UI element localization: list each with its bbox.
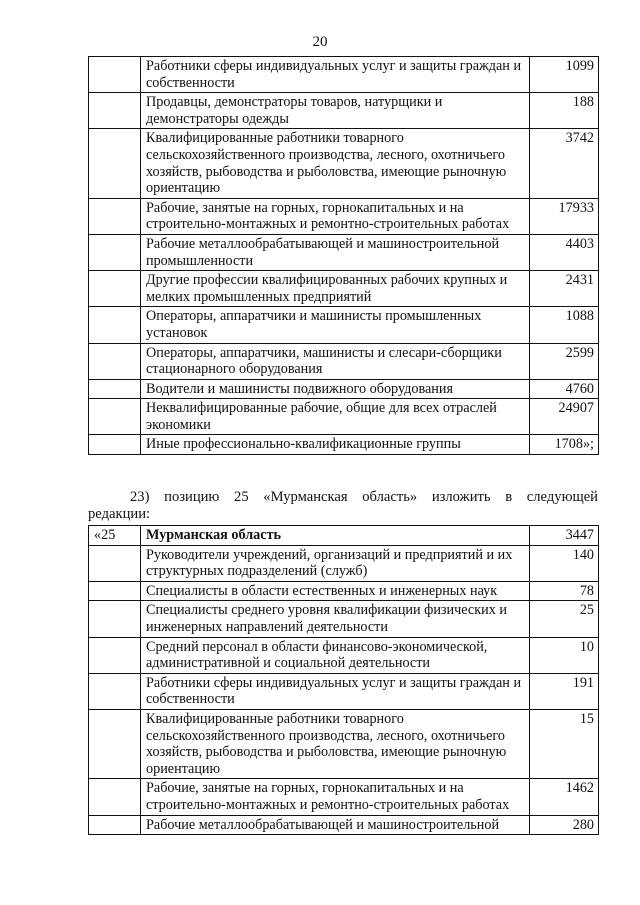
row-name-cell: Работники сферы индивидуальных услуг и защиты граждан и собственности <box>141 673 530 709</box>
row-code-cell <box>89 271 141 307</box>
table-row <box>89 198 599 234</box>
row-name-cell: Квалифицированные работники товарного сельскохозяйственного производства, лесного, охотничьего хозяйств, рыбоводства и рыболовства, имеющие рыночную ориентацию <box>141 129 530 198</box>
row-name-cell: Неквалифицированные рабочие, общие для всех отраслей экономики <box>141 399 530 435</box>
page-number: 20 <box>312 34 328 50</box>
table-row <box>89 307 599 343</box>
row-value-cell: 17933 <box>530 198 599 234</box>
row-value-cell: 3742 <box>530 129 599 198</box>
row-value-cell: 3447 <box>530 526 599 546</box>
row-name-cell: Рабочие металлообрабатывающей и машиностроительной <box>141 815 530 835</box>
table-row <box>89 343 599 379</box>
table-row <box>89 271 599 307</box>
murmansk-region-table <box>88 525 599 835</box>
table-row <box>89 234 599 270</box>
row-value-cell: 1099 <box>530 57 599 93</box>
row-name-cell: Руководители учреждений, организаций и предприятий и их структурных подразделений (служб) <box>141 545 530 581</box>
row-value-cell: 1708»; <box>530 435 599 455</box>
row-code-cell <box>89 637 141 673</box>
row-value-cell: 10 <box>530 637 599 673</box>
table-row <box>89 637 599 673</box>
row-code-cell <box>89 709 141 778</box>
table-row <box>89 399 599 435</box>
row-name-cell: Продавцы, демонстраторы товаров, натурщики и демонстраторы одежды <box>141 93 530 129</box>
row-name-cell: Квалифицированные работники товарного сельскохозяйственного производства, лесного, охотничьего хозяйств, рыбоводства и рыболовства, имеющие рыночную ориентацию <box>141 709 530 778</box>
table-row <box>89 93 599 129</box>
instruction-line-1: 23) позицию 25 «Мурманская область» изложить в следующей <box>130 489 598 505</box>
row-code-cell <box>89 57 141 93</box>
row-value-cell: 15 <box>530 709 599 778</box>
row-name-cell: Операторы, аппаратчики и машинисты промышленных установок <box>141 307 530 343</box>
row-code-cell <box>89 198 141 234</box>
row-value-cell: 4760 <box>530 379 599 399</box>
table-row <box>89 815 599 835</box>
table-row <box>89 673 599 709</box>
table-row <box>89 545 599 581</box>
row-code-cell <box>89 601 141 637</box>
row-value-cell: 24907 <box>530 399 599 435</box>
row-name-cell: Специалисты в области естественных и инженерных наук <box>141 581 530 601</box>
table-row <box>89 779 599 815</box>
row-name-cell: Рабочие, занятые на горных, горнокапитальных и на строительно-монтажных и ремонтно-строительных работах <box>141 779 530 815</box>
row-value-cell: 280 <box>530 815 599 835</box>
row-name-cell: Средний персонал в области финансово-экономической, административной и социальной деятельности <box>141 637 530 673</box>
table-row <box>89 129 599 198</box>
row-code-cell <box>89 307 141 343</box>
table-row <box>89 435 599 455</box>
row-value-cell: 2431 <box>530 271 599 307</box>
row-code-cell <box>89 545 141 581</box>
table-row <box>89 379 599 399</box>
row-name-cell: Водители и машинисты подвижного оборудования <box>141 379 530 399</box>
row-code-cell <box>89 379 141 399</box>
row-code-cell: «25 <box>89 526 141 546</box>
row-value-cell: 191 <box>530 673 599 709</box>
table-row <box>89 709 599 778</box>
table-row <box>89 526 599 546</box>
row-value-cell: 140 <box>530 545 599 581</box>
table-row <box>89 57 599 93</box>
row-code-cell <box>89 234 141 270</box>
row-code-cell <box>89 673 141 709</box>
table-row <box>89 601 599 637</box>
occupation-table-continued <box>88 56 599 455</box>
row-code-cell <box>89 815 141 835</box>
row-value-cell: 2599 <box>530 343 599 379</box>
row-value-cell: 4403 <box>530 234 599 270</box>
row-name-cell: Операторы, аппаратчики, машинисты и слесари-сборщики стационарного оборудования <box>141 343 530 379</box>
row-name-cell: Рабочие металлообрабатывающей и машиностроительной промышленности <box>141 234 530 270</box>
row-value-cell: 1462 <box>530 779 599 815</box>
row-name-cell: Иные профессионально-квалификационные группы <box>141 435 530 455</box>
row-name-cell: Рабочие, занятые на горных, горнокапитальных и на строительно-монтажных и ремонтно-строительных работах <box>141 198 530 234</box>
row-value-cell: 25 <box>530 601 599 637</box>
row-code-cell <box>89 581 141 601</box>
row-value-cell: 1088 <box>530 307 599 343</box>
row-code-cell <box>89 129 141 198</box>
row-name-cell: Работники сферы индивидуальных услуг и защиты граждан и собственности <box>141 57 530 93</box>
row-code-cell <box>89 343 141 379</box>
row-value-cell: 188 <box>530 93 599 129</box>
row-name-cell: Мурманская область <box>141 526 530 546</box>
row-code-cell <box>89 779 141 815</box>
instruction-line-2: редакции: <box>88 506 151 522</box>
row-code-cell <box>89 93 141 129</box>
row-code-cell <box>89 399 141 435</box>
row-value-cell: 78 <box>530 581 599 601</box>
row-name-cell: Другие профессии квалифицированных рабочих крупных и мелких промышленных предприятий <box>141 271 530 307</box>
table-row <box>89 581 599 601</box>
row-name-cell: Специалисты среднего уровня квалификации физических и инженерных направлений деятельности <box>141 601 530 637</box>
row-code-cell <box>89 435 141 455</box>
amendment-instruction <box>88 489 598 523</box>
